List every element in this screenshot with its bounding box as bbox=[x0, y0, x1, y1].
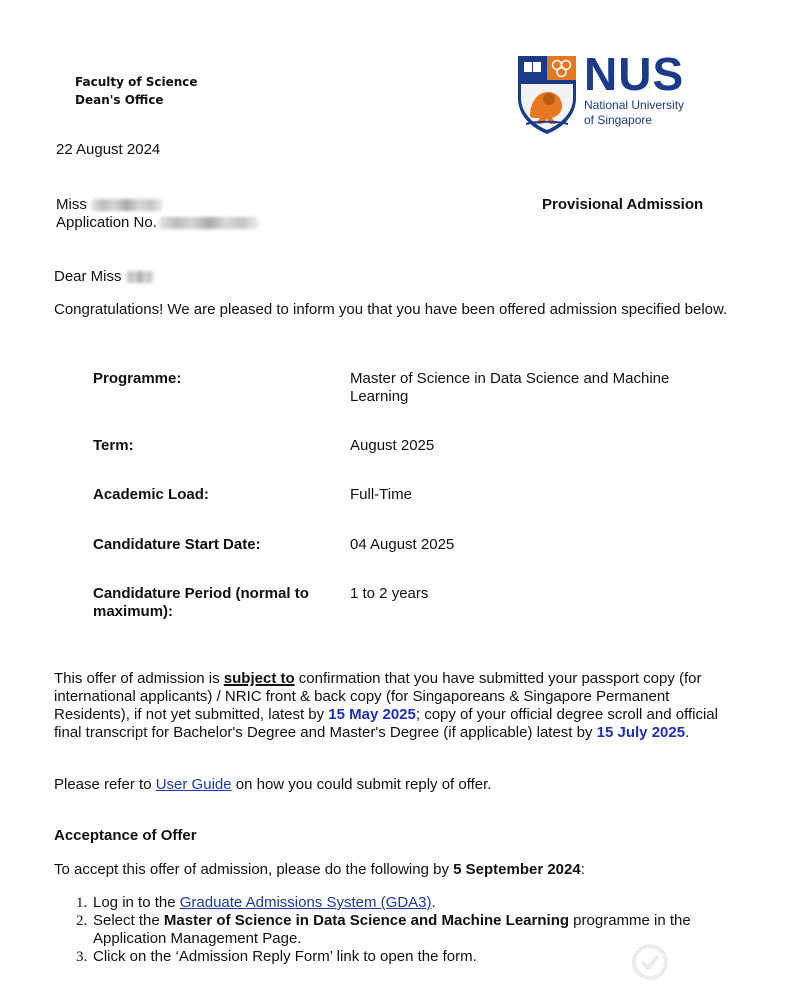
deadline-transcript: 15 July 2025 bbox=[596, 724, 686, 741]
detail-label: Candidature Period (normal to maximum): bbox=[93, 585, 309, 620]
detail-value: Master of Science in Data Science and Machine Learning bbox=[350, 370, 670, 405]
detail-label: Programme: bbox=[93, 370, 182, 387]
salutation-text: Dear Miss bbox=[54, 268, 122, 285]
detail-value: Full-Time bbox=[350, 486, 412, 503]
application-number bbox=[56, 214, 259, 232]
acceptance-heading: Acceptance of Offer bbox=[54, 827, 197, 844]
conditions-paragraph bbox=[54, 670, 744, 742]
step-item-1 bbox=[76, 894, 756, 912]
step-number: 1. bbox=[76, 895, 88, 911]
intro-paragraph: Congratulations! We are pleased to inform you that you have been offered admission specified below. bbox=[54, 301, 728, 318]
detail-value: 04 August 2025 bbox=[350, 536, 455, 553]
faculty-name: Faculty of Science bbox=[75, 75, 198, 89]
step-text: Log in to the bbox=[93, 894, 180, 911]
acceptance-intro bbox=[54, 861, 585, 879]
watermark bbox=[630, 930, 790, 1000]
acceptance-deadline: 5 September 2024 bbox=[453, 861, 581, 878]
refer-text-after: on how you could submit reply of offer. bbox=[231, 776, 492, 793]
redacted-name bbox=[91, 199, 163, 211]
recipient-name bbox=[56, 196, 259, 214]
user-guide-link[interactable]: User Guide bbox=[155, 776, 232, 793]
conditions-text-2: confirmation that you have submitted your passport copy (for international applicants) / NRIC front & back copy (for Singaporeans & Singapore Permanent Residents), if not yet submitted, latest by bbox=[54, 670, 702, 723]
step-number: 3. bbox=[76, 949, 88, 965]
nus-logo bbox=[516, 48, 706, 136]
redacted-salutation-name bbox=[126, 271, 154, 283]
nus-fullname bbox=[584, 98, 684, 128]
application-label: Application No. bbox=[56, 214, 157, 231]
recipient-block bbox=[56, 196, 259, 232]
step-text: Click on the ‘Admission Reply Form’ link to open the form. bbox=[93, 948, 477, 965]
watermark-logo-icon bbox=[630, 942, 670, 982]
step-programme-name: Master of Science in Data Science and Machine Learning bbox=[163, 912, 570, 929]
recipient-prefix: Miss bbox=[56, 196, 87, 213]
deadline-passport: 15 May 2025 bbox=[328, 706, 416, 723]
detail-value: 1 to 2 years bbox=[350, 585, 429, 602]
acceptance-intro-after: : bbox=[580, 861, 585, 878]
gda3-link[interactable]: Graduate Admissions System (GDA3) bbox=[179, 894, 432, 911]
subject-to-emphasis: subject to bbox=[223, 670, 295, 687]
step-text-after: programme in the Application Management Page. bbox=[93, 912, 691, 947]
conditions-text-1: This offer of admission is bbox=[54, 670, 224, 687]
conditions-text-3: ; copy of your official degree scroll and official final transcript for Bachelor's Degree and Master's Degree (if applicable) latest by bbox=[54, 706, 718, 741]
acceptance-intro-before: To accept this offer of admission, please do the following by bbox=[54, 861, 454, 878]
conditions-text-4: . bbox=[685, 724, 690, 741]
detail-label: Academic Load: bbox=[93, 486, 209, 503]
nus-fullname-line1: National University bbox=[584, 98, 685, 112]
nus-wordmark: NUS bbox=[584, 48, 685, 100]
detail-value: August 2025 bbox=[350, 437, 435, 454]
admission-status: Provisional Admission bbox=[542, 196, 704, 213]
nus-fullname-line2: of Singapore bbox=[584, 113, 653, 127]
step-text-after: . bbox=[431, 894, 436, 911]
office-name: Dean's Office bbox=[75, 93, 164, 107]
salutation bbox=[54, 268, 154, 286]
user-guide-paragraph bbox=[54, 776, 491, 794]
faculty-header bbox=[75, 73, 198, 109]
refer-text-before: Please refer to bbox=[54, 776, 156, 793]
step-text: Select the bbox=[93, 912, 164, 929]
detail-label: Term: bbox=[93, 437, 134, 454]
nus-crest-icon bbox=[516, 54, 578, 136]
step-number: 2. bbox=[76, 913, 88, 929]
detail-label: Candidature Start Date: bbox=[93, 536, 261, 553]
letter-date: 22 August 2024 bbox=[56, 141, 161, 158]
redacted-application-number bbox=[159, 217, 259, 229]
